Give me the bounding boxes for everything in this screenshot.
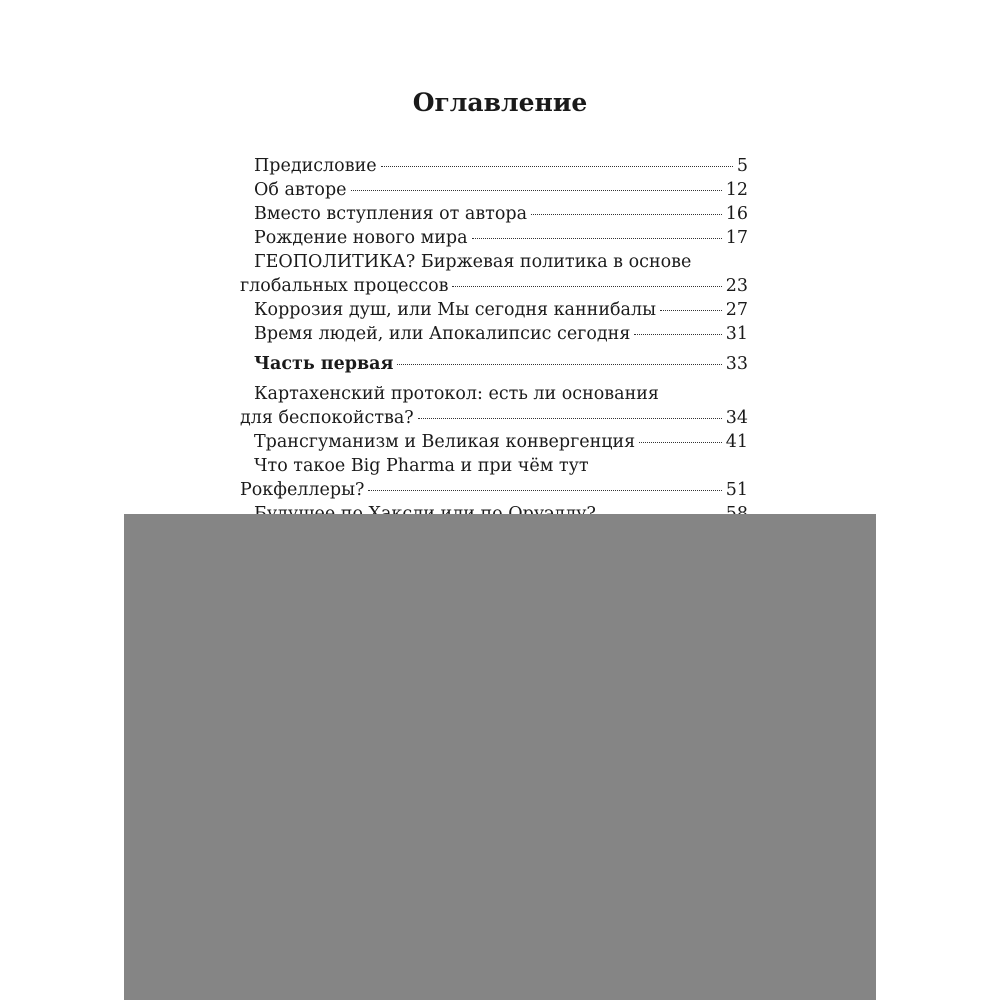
toc-page-number: 41 [725,432,748,452]
toc-entry-label: Предисловие [254,156,377,176]
toc-entry-label: Об авторе [254,180,347,200]
toc-part-label: Часть первая [254,354,394,374]
dot-leader [660,310,722,311]
toc-entry [240,154,748,178]
toc-entry-label-line1: ГЕОПОЛИТИКА? Биржевая политика в основе [254,252,692,272]
dot-leader [381,166,733,167]
table-of-contents [240,154,748,526]
dot-leader [368,490,721,491]
toc-page-number: 16 [725,204,748,224]
toc-page-number: 5 [736,156,748,176]
toc-entry-label-line1: Что такое Big Pharma и при чём тут [254,456,589,476]
toc-entry [240,250,748,298]
toc-entry [240,382,748,430]
toc-entry [240,298,748,322]
toc-page-number: 34 [725,408,748,428]
toc-page-number: 33 [725,354,748,374]
toc-entry [240,430,748,454]
toc-entry-label: Рождение нового мира [254,228,468,248]
toc-page-number: 31 [725,324,748,344]
toc-entry [240,226,748,250]
dot-leader [531,214,722,215]
toc-entry-label: Вместо вступления от автора [254,204,528,224]
toc-entry [240,178,748,202]
toc-part-heading [240,352,748,376]
toc-entry [240,454,748,502]
toc-page-number: 27 [725,300,748,320]
toc-entry [240,322,748,346]
toc-entry-label: Время людей, или Апокалипсис сегодня [254,324,631,344]
toc-entry [240,202,748,226]
dot-leader [639,442,721,443]
toc-page-number: 17 [725,228,748,248]
toc-entry-label: Трансгуманизм и Великая конвергенция [254,432,636,452]
gray-overlay-block [124,514,876,1000]
toc-entry-label-line2: Рокфеллеры? [240,480,365,500]
toc-entry-label-line2: для беспокойства? [240,408,414,428]
toc-page-number: 23 [725,276,748,296]
toc-page-number: 12 [725,180,748,200]
dot-leader [351,190,722,191]
dot-leader [634,334,721,335]
page-title: Оглавление [412,88,588,117]
toc-entry-label-line2: глобальных процессов [240,276,449,296]
dot-leader [472,238,722,239]
toc-entry-label-line1: Картахенский протокол: есть ли основания [254,384,659,404]
toc-entry-label: Коррозия душ, или Мы сегодня каннибалы [254,300,656,320]
toc-page-number: 51 [725,480,748,500]
dot-leader [452,286,721,287]
dot-leader [397,364,721,365]
dot-leader [418,418,722,419]
